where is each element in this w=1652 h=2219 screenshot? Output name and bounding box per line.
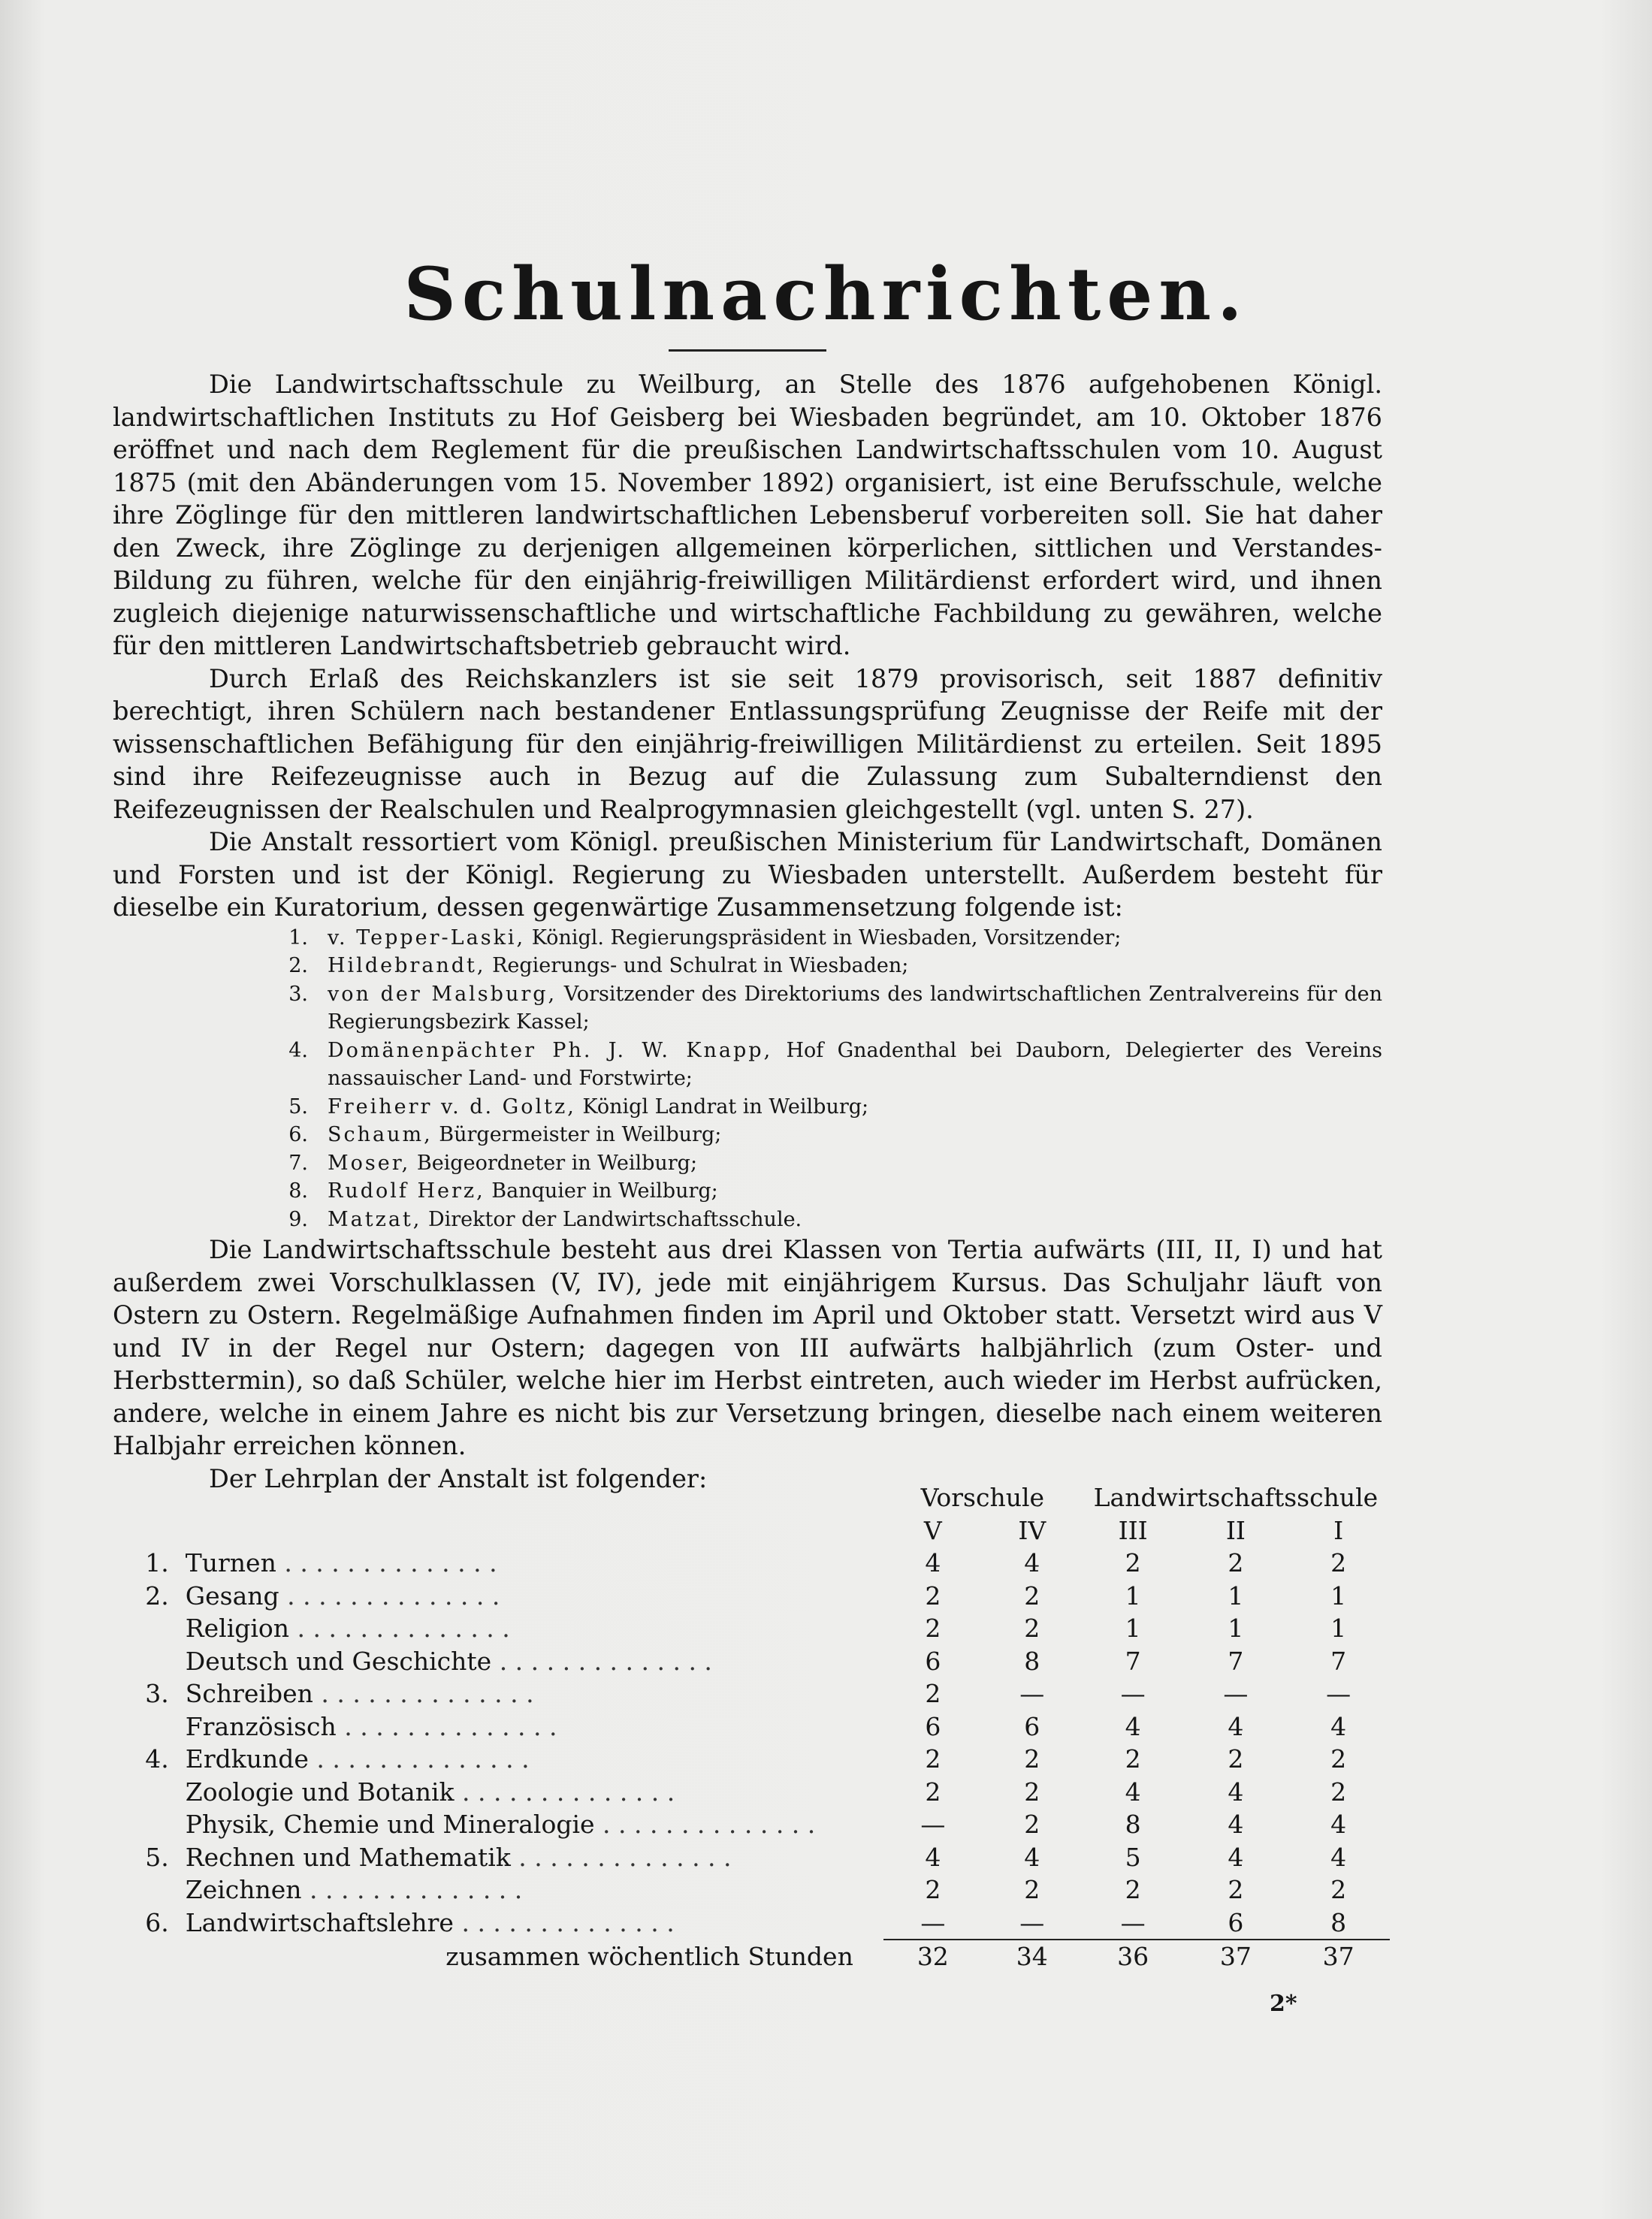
hours-cell: — — [1120, 1907, 1146, 1937]
table-row — [113, 1907, 1390, 1940]
subject-cell — [186, 1612, 883, 1645]
table-row — [113, 1547, 1390, 1580]
total-cell: 37 — [1185, 1940, 1288, 1973]
table-row — [113, 1873, 1390, 1907]
total-cell: 32 — [883, 1940, 983, 1973]
member-role: Hof Gnadenthal bei Dauborn, Delegierter des Vereins nassauischer Land- und Forstwirte; — [328, 1038, 1382, 1090]
table-row — [113, 1710, 1390, 1744]
subject-name: Gesang — [185, 1580, 279, 1611]
list-item — [113, 980, 1382, 1037]
group-vorschule: Vorschule — [920, 1483, 1045, 1513]
row-index — [113, 1808, 186, 1841]
list-item — [113, 1206, 1382, 1234]
class-label: III — [1118, 1515, 1148, 1545]
subject-cell — [186, 1710, 883, 1744]
table-group-header — [113, 1481, 1390, 1514]
table-row — [113, 1776, 1390, 1809]
leader-dots: . . . . . . . . . . . . . . — [510, 1842, 732, 1872]
subject-name: Schreiben — [185, 1679, 313, 1709]
row-index: 5. — [145, 1842, 169, 1872]
hours-cell: 2 — [1024, 1777, 1040, 1807]
member-name: Domänenpächter Ph. J. W. Knapp, — [328, 1038, 773, 1062]
subject-cell — [186, 1743, 883, 1776]
paragraph: Durch Erlaß des Reichskanzlers ist sie seit 1879 provisorisch, seit 1887 definitiv berechtigt, ihren Schülern nach bestandener Entlassungsprüfung Zeugnisse der Reife mit der wissenschaftlichen Befähigung für den einjährig-freiwilligen Militärdienst zu erteilen. Seit 1895 sind ihre Reifezeugnisse auch in Bezug auf die Zulassung zum Subalterndienst den Reifezeugnissen der Realschulen und Realprogymnasien gleichgestellt (vgl. unten S. 27). — [113, 663, 1382, 824]
subject-cell — [186, 1677, 883, 1710]
leader-dots: . . . . . . . . . . . . . . — [276, 1548, 497, 1578]
hours-cell: 4 — [925, 1842, 941, 1872]
subject-name: Zoologie und Botanik — [185, 1777, 455, 1807]
row-index: 4. — [145, 1744, 169, 1774]
total-cell: 37 — [1287, 1940, 1390, 1973]
signature-mark: 2* — [1270, 1991, 1297, 2017]
hours-cell: 4 — [1330, 1711, 1347, 1741]
hours-cell: 4 — [1228, 1711, 1244, 1741]
row-index: 3. — [145, 1679, 169, 1709]
subject-cell — [186, 1873, 883, 1907]
row-index: 6. — [145, 1908, 169, 1938]
hours-cell: — — [1326, 1679, 1351, 1709]
subject-cell — [186, 1645, 883, 1678]
table-row — [113, 1808, 1390, 1841]
list-number: 1. — [288, 925, 308, 949]
subject-cell — [186, 1907, 883, 1940]
body-text — [113, 368, 1382, 1495]
hours-cell: 2 — [925, 1777, 941, 1807]
hours-cell: 1 — [1125, 1614, 1141, 1644]
list-item — [113, 1093, 1382, 1122]
hours-cell: 2 — [925, 1580, 941, 1611]
row-index — [113, 1645, 186, 1678]
subject-name: Deutsch und Geschichte — [185, 1646, 492, 1676]
table-row — [113, 1580, 1390, 1613]
member-role: Banquier in Weilburg; — [485, 1179, 718, 1203]
member-role: Königl. Regierungspräsident in Wiesbaden, Vorsitzender; — [525, 925, 1122, 949]
subject-cell — [186, 1841, 883, 1874]
hours-cell: 8 — [1330, 1907, 1347, 1937]
hours-cell: 2 — [925, 1614, 941, 1644]
leader-dots: . . . . . . . . . . . . . . — [308, 1744, 530, 1774]
list-number: 2. — [288, 954, 308, 977]
hours-cell: 2 — [1024, 1810, 1040, 1840]
subject-name: Religion — [185, 1614, 290, 1644]
hours-cell: 4 — [1024, 1548, 1040, 1578]
subject-name: Landwirtschaftslehre — [185, 1908, 454, 1938]
hours-cell: 2 — [925, 1679, 941, 1709]
list-number: 5. — [288, 1094, 308, 1119]
member-name: Hildebrandt, — [328, 954, 486, 977]
list-text — [328, 1177, 1382, 1206]
hours-cell: 6 — [1228, 1907, 1244, 1937]
hours-cell: 4 — [1330, 1810, 1347, 1840]
list-number: 8. — [288, 1179, 308, 1203]
leader-dots: . . . . . . . . . . . . . . — [453, 1908, 675, 1938]
hours-cell: 1 — [1228, 1580, 1244, 1611]
table-row — [113, 1743, 1390, 1776]
table-row — [113, 1645, 1390, 1678]
hours-cell: 2 — [1125, 1744, 1141, 1774]
row-index — [113, 1873, 186, 1907]
subject-cell — [186, 1580, 883, 1613]
hours-cell: 4 — [1125, 1777, 1141, 1807]
list-text — [328, 1149, 1382, 1178]
hours-cell: 1 — [1125, 1580, 1141, 1611]
hours-cell: 6 — [925, 1711, 941, 1741]
leader-dots: . . . . . . . . . . . . . . — [289, 1614, 510, 1644]
hours-cell: 2 — [1330, 1777, 1347, 1807]
hours-cell: 2 — [925, 1875, 941, 1905]
leader-dots: . . . . . . . . . . . . . . — [301, 1875, 523, 1905]
subject-name: Zeichnen — [185, 1875, 302, 1905]
leader-dots: . . . . . . . . . . . . . . — [336, 1711, 557, 1741]
hours-cell: 2 — [1330, 1875, 1347, 1905]
hours-cell: — — [920, 1907, 946, 1937]
hours-cell: 7 — [1330, 1646, 1347, 1676]
hours-cell: 2 — [1024, 1744, 1040, 1774]
hours-cell: 8 — [1024, 1646, 1040, 1676]
hours-cell: 4 — [925, 1548, 941, 1578]
hours-cell: 2 — [1024, 1614, 1040, 1644]
subject-name: Erdkunde — [185, 1744, 309, 1774]
hours-cell: 4 — [1024, 1842, 1040, 1872]
list-item — [113, 1149, 1382, 1178]
member-role: Königl Landrat in Weilburg; — [575, 1094, 869, 1119]
page-title: Schulnachrichten. — [403, 252, 1249, 337]
total-cell: 36 — [1082, 1940, 1185, 1973]
row-index: 2. — [145, 1580, 169, 1611]
list-text — [328, 952, 1382, 980]
class-label: IV — [1018, 1515, 1046, 1545]
total-cell: 34 — [983, 1940, 1082, 1973]
row-index — [113, 1710, 186, 1744]
hours-cell: 4 — [1228, 1777, 1244, 1807]
row-index: 1. — [145, 1548, 169, 1578]
leader-dots: . . . . . . . . . . . . . . — [594, 1810, 816, 1840]
hours-cell: 2 — [1024, 1875, 1040, 1905]
subject-cell — [186, 1808, 883, 1841]
hours-cell: 2 — [1228, 1548, 1244, 1578]
table-row — [113, 1841, 1390, 1874]
leader-dots: . . . . . . . . . . . . . . — [313, 1679, 534, 1709]
list-text — [328, 1037, 1382, 1093]
hours-cell: — — [1019, 1679, 1045, 1709]
member-role: Direktor der Landwirtschaftsschule. — [421, 1207, 802, 1231]
paragraph: Der Lehrplan der Anstalt ist folgender: — [209, 1463, 708, 1493]
leader-dots: . . . . . . . . . . . . . . — [454, 1777, 675, 1807]
member-name: Freiherr v. d. Goltz, — [328, 1094, 576, 1119]
hours-cell: 7 — [1228, 1646, 1244, 1676]
class-label: II — [1225, 1515, 1246, 1545]
hours-cell: 4 — [1330, 1842, 1347, 1872]
subject-cell — [186, 1547, 883, 1580]
total-label: zusammen wöchentlich Stunden — [445, 1941, 853, 1971]
subject-name: Rechnen und Mathematik — [185, 1842, 511, 1872]
list-number: 6. — [288, 1123, 308, 1146]
member-role: Bürgermeister in Weilburg; — [432, 1123, 722, 1146]
member-role: Vorsitzender des Direktoriums des landwirtschaftlichen Zentralvereins für den Regierungsbezirk Kassel; — [328, 982, 1382, 1034]
list-item — [113, 1121, 1382, 1149]
paragraph: Die Landwirtschaftsschule besteht aus drei Klassen von Tertia aufwärts (III, II, I) und hat außerdem zwei Vorschulklassen (V, IV), jede mit einjährigem Kursus. Das Schuljahr läuft von Ostern zu Ostern. Regelmäßige Aufnahmen finden im April und Oktober statt. Versetzt wird aus V und IV in der Regel nur Ostern; dagegen von III aufwärts halbjährlich (zum Oster- und Herbsttermin), so daß Schüler, welche hier im Herbst eintreten, auch wieder im Herbst aufrücken, andere, welche in einem Jahre es nicht bis zur Versetzung bringen, dieselbe nach einem weiteren Halbjahr erreichen können. — [113, 1235, 1382, 1460]
hours-cell: 1 — [1330, 1614, 1347, 1644]
leader-dots: . . . . . . . . . . . . . . — [491, 1646, 712, 1676]
hours-cell: — — [1120, 1679, 1146, 1709]
list-number: 7. — [288, 1151, 308, 1175]
member-role: Beigeordneter in Weilburg; — [410, 1151, 698, 1175]
hours-cell: 6 — [1024, 1711, 1040, 1741]
paragraph: Die Anstalt ressortiert vom Königl. preußischen Ministerium für Landwirtschaft, Domänen und Forsten und ist der Königl. Regierung zu Wiesbaden unterstellt. Außerdem besteht für dieselbe ein Kuratorium, dessen gegenwärtige Zusammensetzung folgende ist: — [113, 827, 1382, 922]
list-item — [113, 924, 1382, 953]
list-number: 4. — [288, 1038, 308, 1062]
list-number: 3. — [288, 982, 308, 1006]
subject-name: Turnen — [185, 1548, 276, 1578]
hours-cell: 4 — [1228, 1842, 1244, 1872]
list-number: 9. — [288, 1207, 308, 1231]
hours-cell: 2 — [925, 1744, 941, 1774]
hours-cell: 2 — [1024, 1580, 1040, 1611]
hours-cell: 8 — [1125, 1810, 1141, 1840]
hours-cell: 2 — [1125, 1875, 1141, 1905]
hours-cell: 2 — [1330, 1548, 1347, 1578]
title-rule — [669, 349, 826, 352]
total-row — [113, 1940, 1390, 1973]
hours-cell: — — [920, 1810, 946, 1840]
member-name: Schaum, — [328, 1123, 433, 1146]
hours-cell: 5 — [1125, 1842, 1141, 1872]
subject-name: Physik, Chemie und Mineralogie — [185, 1810, 595, 1840]
list-item — [113, 1177, 1382, 1206]
table-row — [113, 1677, 1390, 1710]
row-index — [113, 1612, 186, 1645]
kuratorium-list — [113, 924, 1382, 1234]
hours-cell: 6 — [925, 1646, 941, 1676]
hours-cell: 1 — [1228, 1614, 1244, 1644]
hours-cell: 4 — [1228, 1810, 1244, 1840]
leader-dots: . . . . . . . . . . . . . . — [279, 1580, 500, 1611]
list-text — [328, 980, 1382, 1037]
hours-cell: 1 — [1330, 1580, 1347, 1611]
list-text — [328, 1093, 1382, 1122]
hours-cell: 2 — [1330, 1744, 1347, 1774]
hours-cell: — — [1223, 1679, 1249, 1709]
member-name: Rudolf Herz, — [328, 1179, 485, 1203]
table-class-header — [113, 1514, 1390, 1547]
list-item — [113, 952, 1382, 980]
paragraph: Die Landwirtschaftsschule zu Weilburg, an Stelle des 1876 aufgehobenen Königl. landwirtschaftlichen Instituts zu Hof Geisberg bei Wiesbaden begründet, am 10. Oktober 1876 eröffnet und nach dem Reglement für die preußischen Landwirtschaftsschulen vom 10. August 1875 (mit den Abänderungen vom 15. November 1892) organisiert, ist eine Berufsschule, welche ihre Zöglinge für den mittleren landwirtschaftlichen Lebensberuf vorbereiten soll. Sie hat daher den Zweck, ihre Zöglinge zu derjenigen allgemeinen körperlichen, sittlichen und Verstandes-Bildung zu führen, welche für den einjährig-freiwilligen Militärdienst erfordert wird, und ihnen zugleich diejenige naturwissenschaftliche und wirtschaftliche Fachbildung zu gewähren, welche für den mittleren Landwirtschaftsbetrieb gebraucht wird. — [113, 370, 1382, 660]
member-name: Moser, — [328, 1151, 411, 1175]
member-role: Regierungs- und Schulrat in Wiesbaden; — [485, 954, 909, 977]
member-name: Matzat, — [328, 1207, 422, 1231]
subject-cell — [186, 1776, 883, 1809]
lehrplan-table — [113, 1481, 1390, 1973]
hours-cell: 2 — [1228, 1744, 1244, 1774]
list-text — [328, 924, 1382, 953]
subject-name: Französisch — [185, 1711, 337, 1741]
list-text — [328, 1206, 1382, 1234]
table-row — [113, 1612, 1390, 1645]
hours-cell: 7 — [1125, 1646, 1141, 1676]
list-text — [328, 1121, 1382, 1149]
group-landwirtschaftsschule: Landwirtschaftsschule — [1093, 1483, 1379, 1513]
hours-cell: — — [1019, 1907, 1045, 1937]
list-item — [113, 1037, 1382, 1093]
member-name: von der Malsburg, — [328, 982, 557, 1006]
class-label: V — [923, 1515, 942, 1545]
hours-cell: 2 — [1228, 1875, 1244, 1905]
hours-cell: 4 — [1125, 1711, 1141, 1741]
hours-cell: 2 — [1125, 1548, 1141, 1578]
class-label: I — [1333, 1515, 1344, 1545]
member-name: v. Tepper-Laski, — [328, 925, 526, 949]
row-index — [113, 1776, 186, 1809]
